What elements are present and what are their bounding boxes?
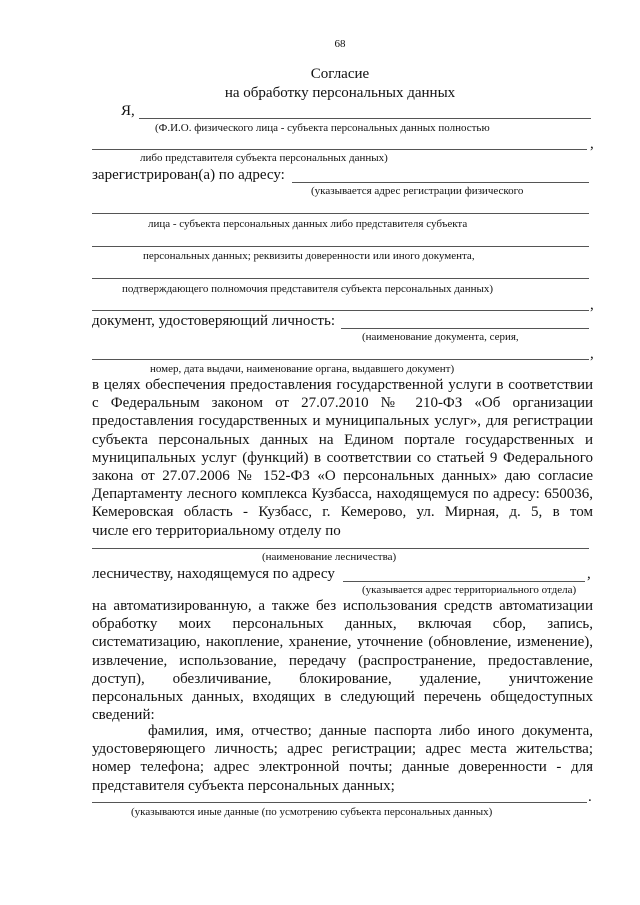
text-line: числе его территориальному отделу по bbox=[92, 522, 341, 539]
forestry-label: лесничеству, находящемуся по адресу bbox=[92, 566, 335, 582]
page-number: 68 bbox=[334, 38, 346, 50]
text-line: в целях обеспечения предоставления государственной услуги в соответствии bbox=[92, 377, 593, 393]
text-line: сведений: bbox=[92, 707, 155, 724]
id-doc-line[interactable] bbox=[341, 328, 589, 329]
hint-address-1: (указывается адрес регистрации физического bbox=[311, 185, 524, 197]
text-line: удостоверяющего личность; адрес регистрации; адрес места жительства; bbox=[92, 741, 593, 758]
comma: , bbox=[590, 136, 594, 152]
text-line: с Федеральным законом от 27.07.2010 № 210-ФЗ «Об организации bbox=[92, 395, 593, 412]
forestry-line[interactable] bbox=[92, 548, 589, 549]
text-line: предоставления государственных и муниципальных услуг», для регистрации bbox=[92, 413, 593, 430]
period: . bbox=[588, 789, 592, 805]
text-line: закона от 27.07.2006 № 152-ФЗ «О персональных данных» даю согласие bbox=[92, 467, 593, 484]
address-line-1[interactable] bbox=[292, 182, 589, 183]
hint-doc-1: (наименование документа, серия, bbox=[362, 331, 519, 343]
text-line: извлечение, использование, передачу (распространение, предоставление, bbox=[92, 652, 593, 669]
text-line: на автоматизированную, а также без использования средств автоматизации bbox=[92, 598, 593, 614]
text-line: субъекта персональных данных на Едином портале государственных и bbox=[92, 431, 593, 448]
hint-address-3: персональных данных; реквизиты доверенности или иного документа, bbox=[143, 250, 475, 262]
document-title: Согласие bbox=[310, 66, 370, 82]
hint-forestry: (наименование лесничества) bbox=[262, 551, 397, 563]
text-line: персональных данных, входящих в следующий перечень общедоступных bbox=[92, 688, 593, 705]
comma-3: , bbox=[590, 346, 594, 362]
other-data-line[interactable] bbox=[92, 802, 587, 803]
hint-doc-2: номер, дата выдачи, наименование органа, выдавшего документ) bbox=[150, 363, 455, 375]
text-line: представителя субъекта персональных данных; bbox=[92, 777, 395, 794]
comma-4: , bbox=[587, 566, 591, 582]
ya-label: Я, bbox=[121, 103, 135, 119]
text-line: доступ), обезличивание, блокирование, удаление, уничтожение bbox=[92, 670, 593, 687]
address-line-3[interactable] bbox=[92, 246, 589, 247]
hint-fio-2: либо представителя субъекта персональных данных) bbox=[140, 152, 388, 164]
id-doc-line-2[interactable] bbox=[92, 359, 589, 360]
text-line: систематизацию, накопление, хранение, уточнение (обновление, изменение), bbox=[92, 634, 593, 651]
id-doc-label: документ, удостоверяющий личность: bbox=[92, 313, 335, 329]
paragraph-processing bbox=[92, 597, 593, 724]
fio-line[interactable] bbox=[139, 118, 591, 119]
hint-address-4: подтверждающего полномочия представителя субъекта персональных данных) bbox=[122, 283, 494, 295]
text-line: номер телефона; адрес электронной почты; данные доверенности - для bbox=[92, 759, 593, 776]
hint-address-2: лица - субъекта персональных данных либо представителя субъекта bbox=[148, 218, 468, 230]
document-subtitle: на обработку персональных данных bbox=[224, 85, 456, 101]
text-line: обработку моих персональных данных, включая сбор, запись, bbox=[92, 616, 593, 633]
text-line: Кемеровская область - Кузбасс, г. Кемерово, ул. Мирная, д. 5, в том bbox=[92, 504, 593, 521]
paragraph-data-list bbox=[92, 722, 593, 795]
fio-line-2[interactable] bbox=[92, 149, 587, 150]
address-line-4[interactable] bbox=[92, 278, 589, 279]
dept-address-line[interactable] bbox=[343, 581, 585, 582]
address-line-2[interactable] bbox=[92, 213, 589, 214]
hint-fio-1: (Ф.И.О. физического лица - субъекта персональных данных полностью bbox=[155, 122, 490, 134]
text-line: фамилия, имя, отчество; данные паспорта либо иного документа, bbox=[148, 723, 593, 739]
registered-label: зарегистрирован(а) по адресу: bbox=[92, 167, 285, 183]
text-line: муниципальных услуг (функций) в соответствии со статьей 9 Федерального bbox=[92, 449, 593, 466]
comma-2: , bbox=[590, 297, 594, 313]
paragraph-purpose bbox=[92, 376, 593, 540]
address-line-5[interactable] bbox=[92, 310, 589, 311]
hint-dept-address: (указывается адрес территориального отдела) bbox=[362, 584, 577, 596]
hint-other: (указываются иные данные (по усмотрению субъекта персональных данных) bbox=[131, 806, 493, 818]
text-line: Департаменту лесного комплекса Кузбасса, находящемуся по адресу: 650036, bbox=[92, 486, 593, 503]
